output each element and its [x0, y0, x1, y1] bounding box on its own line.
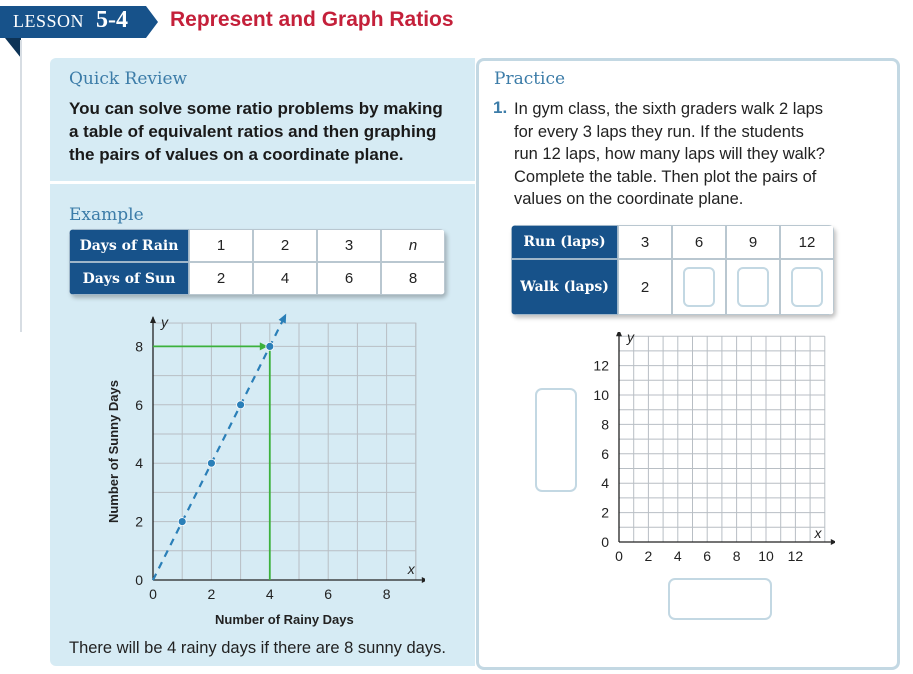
table-cell: 8: [381, 262, 445, 295]
side-rule: [20, 40, 22, 332]
y-tick-label: 2: [135, 513, 143, 530]
y-axis-title: Number of Sunny Days: [106, 380, 121, 524]
x-tick-label: 8: [732, 548, 741, 564]
data-point: [237, 401, 245, 409]
example-caption: There will be 4 rainy days if there are 8 sunny days.: [69, 639, 446, 657]
practice-table: [511, 225, 834, 315]
y-axis-letter: y: [161, 314, 168, 331]
walk-answer-input[interactable]: [737, 267, 769, 307]
table-cell: 2: [618, 259, 672, 315]
answer-cell: [780, 259, 834, 315]
table-cell: 1: [189, 229, 253, 262]
table-cell: 9: [726, 225, 780, 259]
x-tick-label: 12: [787, 548, 804, 564]
problem-number: 1.: [493, 98, 508, 117]
table-cell: 2: [189, 262, 253, 295]
review-line: You can solve some ratio problems by making: [69, 99, 443, 118]
y-tick-label: 8: [135, 338, 143, 355]
y-tick-label: 12: [593, 357, 609, 374]
data-point: [178, 518, 186, 526]
problem-line: values on the coordinate plane.: [514, 190, 744, 208]
table-cell: 4: [253, 262, 317, 295]
answer-cell: [672, 259, 726, 315]
problem-line: for every 3 laps they run. If the students: [514, 122, 804, 141]
lesson-title: Represent and Graph Ratios: [170, 8, 454, 31]
x-axis-letter: x: [814, 525, 822, 541]
x-tick-label: 2: [644, 548, 653, 564]
y-tick-label: 10: [593, 387, 609, 403]
x-tick-label: 4: [673, 548, 682, 564]
panel-divider: [50, 181, 475, 184]
example-table: [69, 229, 445, 295]
review-line: the pairs of values on a coordinate plane.: [69, 145, 404, 164]
table-header: Days of Rain: [69, 229, 189, 262]
y-axis-arrow: [616, 332, 622, 336]
x-axis-letter: x: [407, 561, 415, 577]
problem-line: In gym class, the sixth graders walk 2 laps: [514, 100, 824, 118]
x-axis-arrow: [831, 539, 835, 545]
table-cell: 6: [672, 225, 726, 259]
walk-answer-input[interactable]: [683, 267, 715, 307]
example-graph: [95, 312, 425, 632]
plot-area: [153, 323, 416, 580]
table-cell: 3: [317, 229, 381, 262]
table-cell: n: [381, 229, 445, 262]
table-header: Run (laps): [511, 225, 618, 259]
x-tick-label: 4: [265, 586, 274, 602]
x-tick-label: 2: [207, 586, 216, 602]
problem-line: Complete the table. Then plot the pairs of: [514, 167, 817, 186]
practice-graph[interactable]: [585, 332, 835, 572]
y-tick-label: 4: [601, 475, 609, 492]
review-line: a table of equivalent ratios and then graphing: [69, 122, 437, 141]
problem-line: run 12 laps, how many laps will they walk?: [514, 145, 825, 163]
y-tick-label: 6: [601, 445, 609, 462]
quick-review-label: Quick Review: [69, 69, 188, 89]
answer-cell: [726, 259, 780, 315]
x-axis-arrow: [422, 577, 425, 583]
y-tick-label: 0: [135, 572, 143, 588]
y-axis-letter: y: [627, 332, 634, 346]
series-line: [153, 317, 284, 580]
problem-text: [514, 98, 854, 211]
example-label: Example: [69, 205, 144, 225]
practice-label: Practice: [494, 69, 566, 89]
table-cell: 6: [317, 262, 381, 295]
lesson-label: LESSON: [13, 11, 85, 31]
x-tick-label: 6: [703, 548, 712, 564]
table-cell: 3: [618, 225, 672, 259]
x-tick-label: 10: [758, 548, 774, 564]
walk-answer-input[interactable]: [791, 267, 823, 307]
x-tick-label: 0: [149, 586, 157, 602]
data-point: [266, 342, 274, 350]
x-axis-label-input[interactable]: [668, 578, 772, 620]
table-header: Walk (laps): [511, 259, 618, 315]
x-tick-label: 8: [382, 586, 391, 602]
y-tick-label: 8: [601, 416, 609, 433]
table-cell: 2: [253, 229, 317, 262]
x-tick-label: 6: [324, 586, 333, 602]
table-header: Days of Sun: [69, 262, 189, 295]
y-tick-label: 4: [135, 455, 143, 472]
data-point: [207, 459, 215, 467]
y-axis-label-input[interactable]: [535, 388, 577, 492]
lesson-number: 5-4: [96, 7, 128, 33]
x-tick-label: 0: [615, 548, 623, 564]
y-tick-label: 0: [601, 534, 609, 550]
table-cell: 12: [780, 225, 834, 259]
quick-review-text: [69, 97, 469, 166]
y-tick-label: 6: [135, 396, 143, 413]
y-axis-arrow: [150, 316, 156, 323]
y-tick-label: 2: [601, 504, 609, 521]
banner-fold: [5, 38, 21, 58]
x-axis-title: Number of Rainy Days: [215, 612, 354, 627]
